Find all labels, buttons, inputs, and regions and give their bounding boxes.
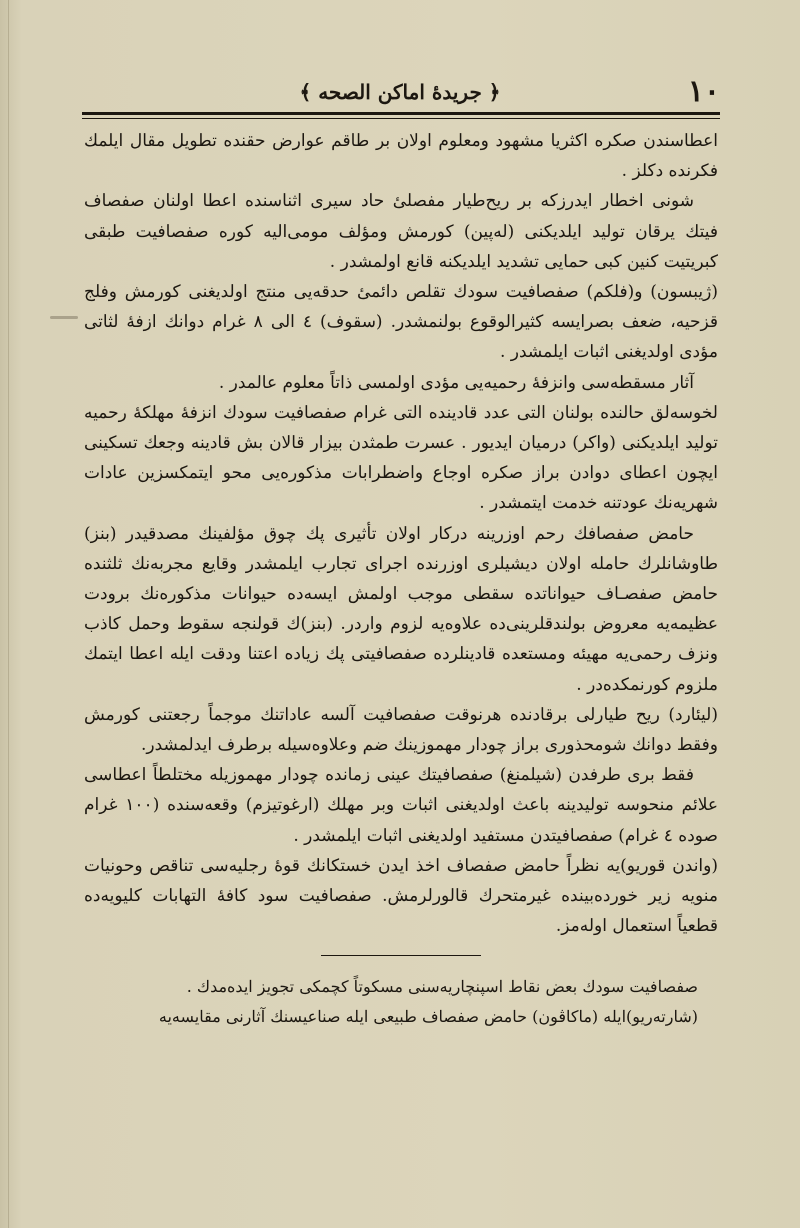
paragraph: حامض صفصافك رحم اوزرينه دركار اولان تأثيرى پك چوق مؤلفينك مصدقيدر (بنز) طاوشانلرك حامله اولان ديشيلرى اوزرنده اجراى تجارب ايلمشدر وقايع مجربه‌نك ثلثنده حامض صفصـاف حيواناتده سقطى موجب اولمش ايسه‌ده حيوانات مذكوره‌نك برودت عظيمه‌يه معروض بولندقلرينى‌ده علاوه‌يه لزوم واردر. (بنز)ك قولنجه سقوط وحمل كاذب ونزف رحمى‌يه مهيئه ومستعده قادينلرده صفصافيتى پك زياده اعتنا ودقت ايله اعطا ايتمك ملزوم كورنمكده‌در . [84, 523, 718, 695]
paragraph: اعطاسندن صكره اكثريا مشهود ومعلوم اولان بر طاقم عوارض حقنده تطويل مقال ايلمك فكرنده دكلز . [84, 131, 718, 182]
paragraph: (واندن قوريو)يه نظراً حامض صفصاف اخذ ايدن خستكانك قوهٔ رجليه‌سى تناقص وحونيات منويه زير خورده‌بينده غيرمتحرك قالورلرمش. صفصافيت سود كافهٔ التهابات كليويه‌ده قطعياً استعمال اوله‌مز. [84, 855, 718, 937]
margin-mark [50, 316, 78, 319]
footnote: (شارته‌ريو)ايله (ماكاڤون) حامض صفصاف طبيعى ايله صناعيسنك آثارنى مقايسه‌يه [158, 1007, 698, 1027]
footnote: صفصافيت سودك بعض نقاط اسپنچاريه‌سنى مسكوتاً كچمكى تجويز ايده‌مدك . [186, 977, 698, 997]
paragraph: (ژيبسون) و(فلكم) صفصافيت سودك تقلص دائمیٔ حدقه‌يى منتج اولديغنى كورمش وفلج قزحيه، ضعف بصرايسه كثيرالوقوع بولنمشدر. (سقوف) ٤ الى ٨ غرام دوانك ازفهٔ لثاتى مؤدى اولديغنى اثبات ايلمشدر . [84, 282, 718, 363]
page-header [80, 70, 720, 114]
paragraph: لخوسه‌لق حالنده بولنان التى عدد قادينده التى غرام صفصافيت سودك انزفهٔ مهلكهٔ رحميه توليد ايلديكنى (واكر) درميان ايديور . عسرت طمثدن بيزار قالان بش قادينه وجعك تسكينى ايچون اعطاى دوادن براز صكره اوجاع واضطرابات مذكوره‌يى محو ايتمكسزين عادات شهريه‌نك عودتنه خدمت ايتمشدر . [84, 402, 718, 514]
paragraph: فقط برى طرفدن (شيلمنغ) صفصافيتك عينى زمانده چودار مهموزيله مختلطاً اعطاسى علائم منحوسه توليدينه باعث اولديغنى اثبات وبر مهلك (ارغوتيزم) وقعه‌سنده (١٠٠ غرام صوده ٤ غرام) صفصافيتدن مستفيد اولديغنى اثبات ايلمشدر . [84, 765, 718, 846]
header-rule-thick [82, 112, 720, 115]
paragraph: (ليئارد) ريح طيارلى برقادنده هرنوقت صفصافيت آلسه عاداتنك موجماً رجعتنى كورمش وفقط دوانك شومحذورى براز چودار مهموزينك ضم وعلاوه‌سيله برطرف ايدلمشدر. [84, 704, 718, 756]
page-number: ١٠ [687, 74, 720, 109]
paragraph: آثار مسقطه‌سى وانزفهٔ رحميه‌يى مؤدى اولمسى ذاتاً معلوم عالمدر . [218, 372, 694, 393]
footnote-divider [321, 955, 481, 956]
running-title: ﴿ جريدهٔ اماكن الصحه ﴾ [299, 80, 501, 104]
body-text [84, 126, 718, 1032]
paragraph: شونى اخطار ايدرزكه بر ريح‌طيار مفصلیٔ حاد سيرى اثناسنده اعطا اولنان صفصاف فيتك يرقان توليد ايلديكنى (له‌پين) كورمش ومؤلف مومى‌اليه كوره صفصافيت طبقى كبريتيت كنين كبى حمايى تشديد ايلديكنه قانع اولمشدر . [84, 191, 718, 272]
page-edge-shadow [8, 0, 9, 1228]
header-rule-thin [82, 118, 720, 119]
